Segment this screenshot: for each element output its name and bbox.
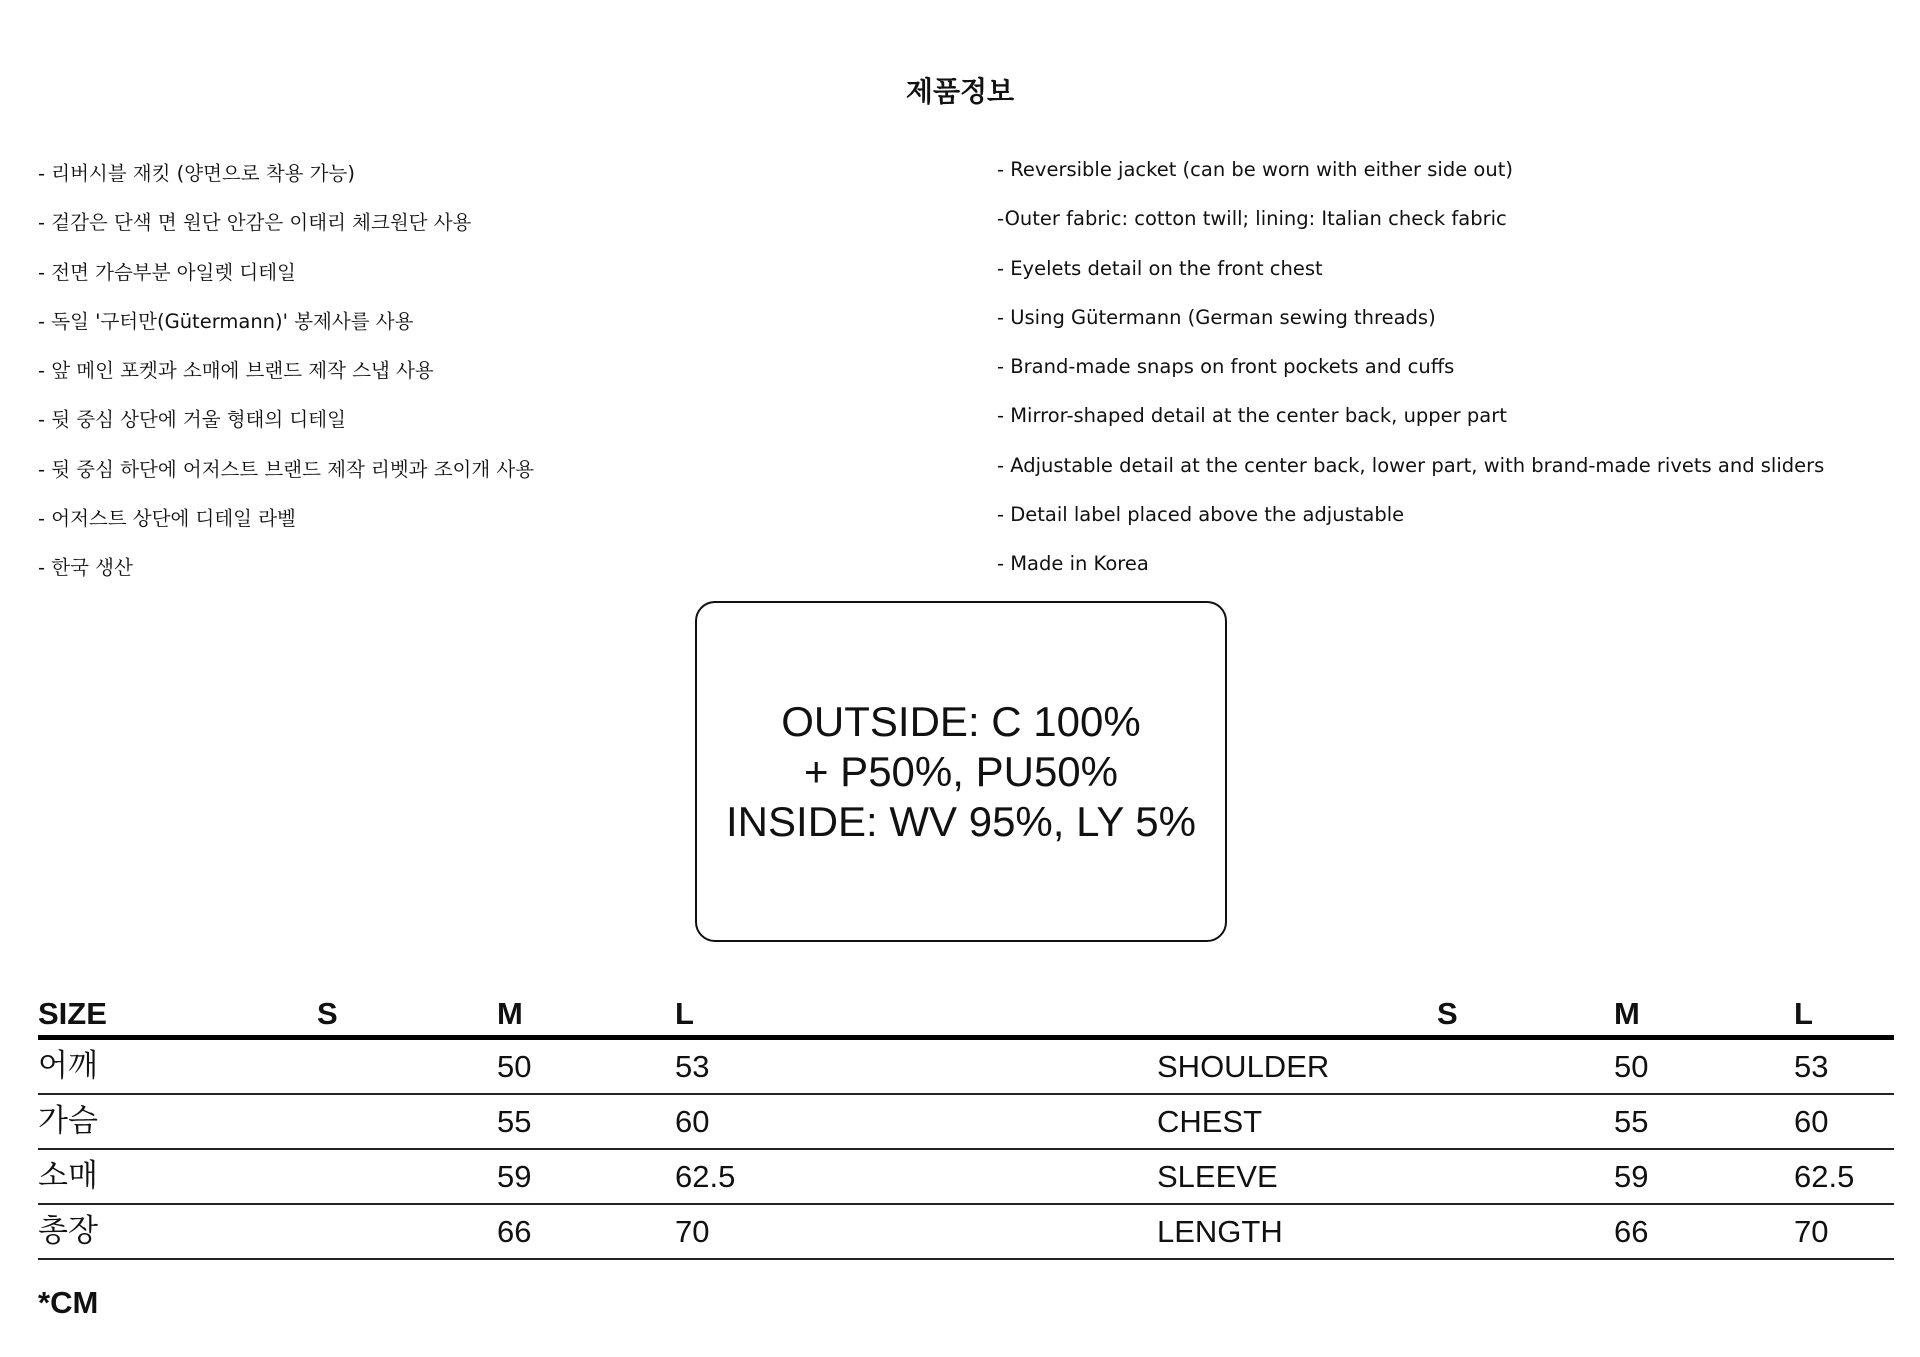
table-cell: SLEEVE [1157,1159,1278,1194]
header-cell: S [1437,996,1458,1031]
size-table [38,993,1894,1260]
feature-ko-item: - 앞 메인 포켓과 소매에 브랜드 제작 스냅 사용 [38,359,434,383]
table-cell: 가슴 [38,1103,98,1139]
header-cell: L [1794,996,1813,1031]
feature-ko-item: - 전면 가슴부분 아일렛 디테일 [38,260,296,284]
table-cell: 소매 [38,1158,98,1194]
table-cell: LENGTH [1157,1214,1283,1249]
feature-ko-item: - 한국 생산 [38,556,133,580]
header-cell: L [675,996,694,1031]
table-cell: 55 [497,1104,532,1139]
feature-en-item: - Eyelets detail on the front chest [997,256,1323,280]
feature-ko-item: - 리버시블 재킷 (양면으로 착용 가능) [38,162,355,185]
table-cell: 53 [1794,1049,1829,1084]
feature-en-item: - Made in Korea [997,552,1149,576]
table-row [38,1095,1894,1150]
table-cell: CHEST [1157,1104,1263,1139]
feature-ko-item: - 어저스트 상단에 디테일 라벨 [38,507,296,531]
table-cell: 총장 [38,1213,98,1249]
table-cell: 59 [497,1159,532,1194]
table-cell: 50 [497,1049,532,1084]
feature-en-item: -Outer fabric: cotton twill; lining: Italian check fabric [997,207,1507,231]
feature-en-item: - Reversible jacket (can be worn with either side out) [997,158,1513,181]
composition-line: INSIDE: WV 95%, LY 5% [726,797,1196,845]
feature-ko-item: - 뒷 중심 하단에 어저스트 브랜드 제작 리벳과 조이개 사용 [38,457,535,481]
table-row [38,1040,1894,1095]
feature-en-item: - Brand-made snaps on front pockets and cuffs [997,355,1455,379]
features-korean-list [38,158,534,602]
features-english-list [997,158,1824,602]
header-cell: SIZE [38,996,107,1031]
table-cell: 66 [1614,1214,1649,1249]
feature-en-item: - Mirror-shaped detail at the center back, upper part [997,404,1507,428]
composition-line: OUTSIDE: C 100% [781,697,1141,745]
table-cell: 60 [1794,1104,1829,1139]
feature-en-item: - Using Gütermann (German sewing threads) [997,305,1436,329]
feature-ko-item: - 겉감은 단색 면 원단 안감은 이태리 체크원단 사용 [38,211,472,235]
table-row [38,1150,1894,1205]
feature-ko-item: - 독일 '구터만(Gütermann)' 봉제사를 사용 [38,309,414,333]
table-cell: 50 [1614,1049,1649,1084]
table-cell: 62.5 [675,1159,736,1194]
table-cell: 59 [1614,1159,1649,1194]
table-cell: SHOULDER [1157,1049,1330,1084]
unit-note: *CM [38,1285,99,1320]
feature-ko-item: - 뒷 중심 상단에 거울 형태의 디테일 [38,408,346,432]
table-cell: 70 [675,1214,710,1249]
feature-en-item: - Adjustable detail at the center back, lower part, with brand-made rivets and sliders [997,453,1825,477]
table-cell: 53 [675,1049,710,1084]
table-cell: 어깨 [38,1048,98,1084]
table-cell: 70 [1794,1214,1829,1249]
composition-line: + P50%, PU50% [803,747,1118,795]
header-cell: S [317,996,338,1031]
table-cell: 60 [675,1104,710,1139]
header-cell: M [1614,996,1640,1031]
table-cell: 55 [1614,1104,1649,1139]
header-cell: M [497,996,523,1031]
fabric-composition-box [695,601,1227,942]
table-row [38,1205,1894,1260]
page-title: 제품정보 [905,75,1015,108]
size-table-header [38,993,1894,1040]
table-cell: 62.5 [1794,1159,1855,1194]
feature-en-item: - Detail label placed above the adjustable [997,503,1405,527]
table-cell: 66 [497,1214,532,1249]
